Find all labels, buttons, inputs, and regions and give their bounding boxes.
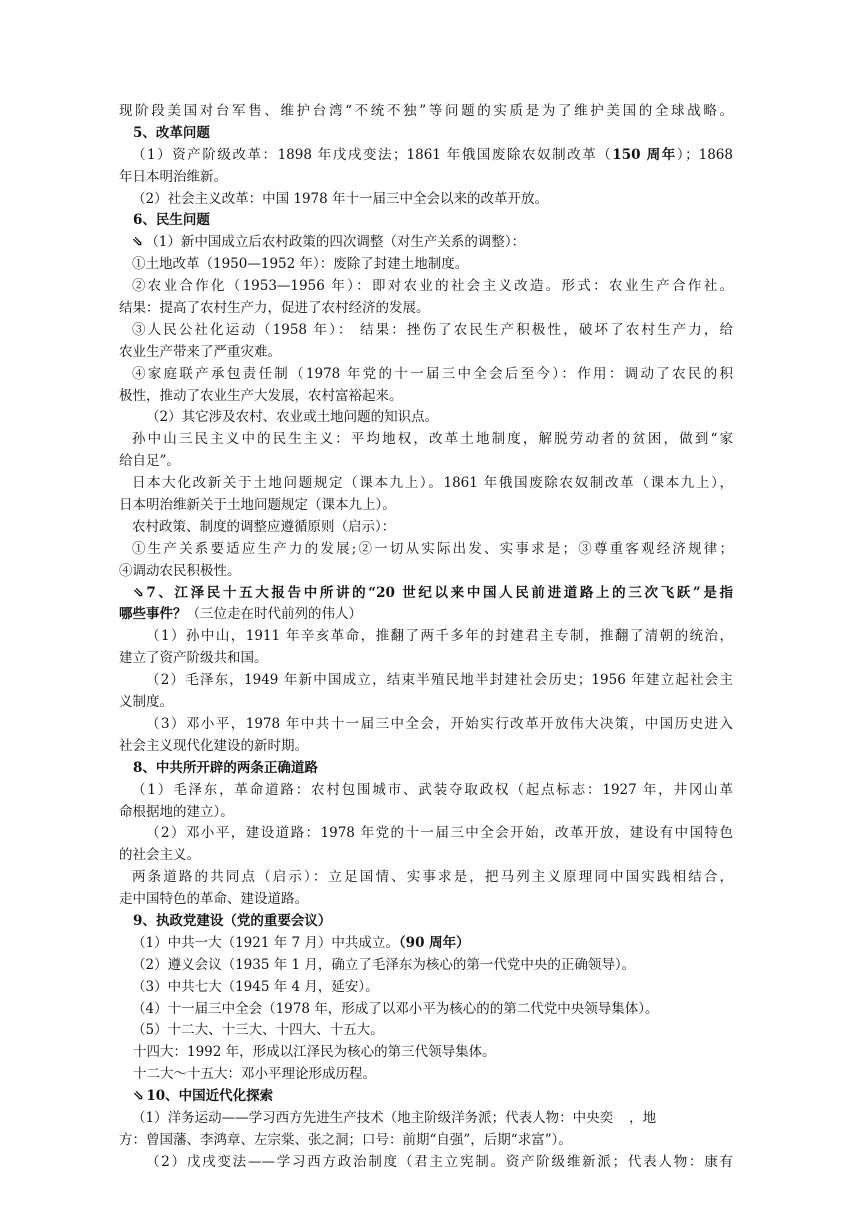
text-line: （2）戊戌变法——学习西方政治制度（君主立宪制。资产阶级维新派；代表人物：康有: [146, 1153, 733, 1170]
text-line: 社会主义现代化建设的新时期。: [119, 737, 308, 754]
text-line: 方：曾国藩、李鸿章、左宗棠、张之洞；口号：前期“自强”，后期“求富”）。: [119, 1131, 572, 1148]
text-line: （4）十一届三中全会（1978 年，形成了以邓小平为核心的的第二代党中央领导集体）。: [132, 1000, 659, 1017]
text-line: （1）洋务运动——学习西方先进生产技术（地主阶级洋务派；代表人物：中央奕 ，地: [132, 1109, 657, 1126]
text-line: 孙中山三民主义中的民生主义：平均地权，改革土地制度，解脱劳动者的贫困，做到“家: [132, 431, 733, 448]
text-line: （2）遵义会议（1935 年 1 月，确立了毛泽东为核心的第一代党中央的正确领导）。: [132, 956, 636, 973]
document-page: [119, 101, 733, 1174]
text-line: 日本大化改新关于土地问题规定（课本九上）。1861 年俄国废除农奴制改革（课本九上），: [132, 475, 733, 492]
text-line: ①土地改革（1950—1952 年）：废除了封建土地制度。: [132, 256, 469, 273]
text-line: 哪些事件？（三位走在时代前列的伟人）: [119, 606, 362, 623]
section-heading: ⇘ 10、中国近代化探索: [119, 1086, 733, 1108]
text-line: 结果：提高了农村生产力，促进了农村经济的发展。: [119, 300, 430, 317]
text-line: 建立了资产阶级共和国。: [119, 650, 268, 667]
text-line: ③人民公社化运动（1958 年）： 结果：挫伤了农民生产积极性，破坏了农村生产力，给: [132, 321, 733, 338]
section-heading: ⇘ 7、江泽民十五大报告中所讲的“20 世纪以来中国人民前进道路上的三次飞跃”是指: [119, 583, 733, 605]
text-line: 两条道路的共同点（启示）：立足国情、实事求是，把马列主义原理同中国实践相结合，: [132, 869, 733, 886]
text-line: ④调动农民积极性。: [119, 562, 241, 579]
text-line: 日本明治维新关于土地问题规定（课本九上）。: [119, 497, 396, 514]
section-heading: 6、民生问题: [133, 212, 210, 229]
text-line: ②农业合作化（1953—1956 年）：即对农业的社会主义改造。形式：农业生产合作社。: [132, 278, 733, 295]
text-line: 农业生产带来了严重灾难。: [119, 343, 281, 360]
text-line: （2）社会主义改革：中国 1978 年十一届三中全会以来的改革开放。: [132, 190, 549, 207]
section-heading: 9、执政党建设（党的重要会议）: [133, 912, 332, 929]
text-line: （1）毛泽东，革命道路：农村包围城市、武装夺取政权（起点标志：1927 年，井冈山革: [132, 781, 733, 798]
text-line: （5）十二大、十三大、十四大、十五大。: [132, 1022, 384, 1039]
text-line: （2）邓小平，建设道路：1978 年党的十一届三中全会开始，改革开放，建设有中国特色: [146, 825, 733, 842]
text-line: （1）孙中山，1911 年辛亥革命，推翻了两千多年的封建君主专制，推翻了清朝的统治，: [146, 628, 733, 645]
text-line: 十二大～十五大：邓小平理论形成历程。: [133, 1066, 376, 1083]
arrow-icon: ⇘: [133, 1088, 145, 1105]
text-line: ①生产关系要适应生产力的发展;②一切从实际出发、实事求是；③尊重客观经济规律；: [132, 540, 733, 557]
text-line: 十四大：1992 年，形成以江泽民为核心的第三代领导集体。: [133, 1044, 496, 1061]
text-line: 现阶段美国对台军售、维护台湾“不统不独”等问题的实质是为了维护美国的全球战略。: [119, 103, 733, 119]
text-line: 农村政策、制度的调整应遵循原则（启示）：: [132, 518, 396, 535]
arrow-icon: ⇘: [133, 584, 145, 601]
text-line: 年日本明治维新。: [119, 168, 227, 185]
section-heading: 5、改革问题: [133, 124, 210, 141]
text-line: 义制度。: [119, 694, 173, 711]
text-line: 极性，推动了农业生产大发展，农村富裕起来。: [119, 387, 403, 404]
text-line: 命根据地的建立）。: [119, 803, 234, 820]
text-line: 走中国特色的革命、建设道路。: [119, 891, 308, 908]
section-heading: 8、中共所开辟的两条正确道路: [133, 759, 318, 776]
text-line: （3）中共七大（1945 年 4 月，延安）。: [132, 978, 379, 995]
text-line: 给自足”。: [119, 453, 180, 470]
text-line: ④家庭联产承包责任制（1978 年党的十一届三中全会后至今）：作用：调动了农民的积: [132, 365, 733, 382]
text-line: 的社会主义。: [119, 847, 200, 864]
text-line: （1）中共一大（1921 年 7 月）中共成立。（90 周年）: [132, 934, 470, 951]
text-line: （2）毛泽东，1949 年新中国成立，结束半殖民地半封建社会历史；1956 年建立起社会主: [146, 672, 733, 689]
text-line: （3）邓小平，1978 年中共十一届三中全会，开始实行改革开放伟大决策，中国历史进入: [146, 715, 733, 732]
text-line: ⇘ （1）新中国成立后农村政策的四次调整（对生产关系的调整）：: [119, 232, 733, 254]
arrow-icon: ⇘: [132, 234, 144, 251]
text-line: （2）其它涉及农村、农业或土地问题的知识点。: [146, 409, 439, 426]
text-line: （1）资产阶级改革：1898 年戊戌变法；1861 年俄国废除农奴制改革（150 周年）；1868: [132, 146, 733, 163]
